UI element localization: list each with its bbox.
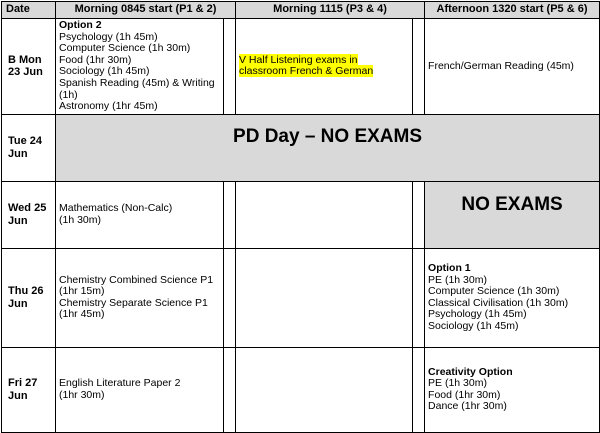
- thu-afternoon-cell: [425, 248, 600, 347]
- pd-day-text: PD Day – NO EXAMS: [233, 125, 423, 147]
- exam-entry: Astronomy (1hr 45m): [59, 100, 158, 113]
- date-mon-23-jun: [2, 19, 56, 115]
- exam-entry: Psychology (1h 45m): [428, 308, 527, 321]
- exam-entry: PE (1h 30m): [428, 377, 487, 390]
- spacer-cell: [413, 347, 425, 432]
- date-line: 23 Jun: [8, 66, 43, 79]
- exam-entry: Mathematics (Non-Calc): [59, 202, 173, 215]
- mon-morning-0845-cell: [56, 19, 224, 115]
- exam-entry: Food (1hr 30m): [59, 53, 132, 66]
- date-line: B Mon: [8, 53, 42, 66]
- date-line: Jun: [8, 297, 28, 310]
- spacer-cell: [224, 248, 236, 347]
- exam-entry: Sociology (1h 45m): [59, 65, 150, 78]
- header-afternoon-1320: Afternoon 1320 start (P5 & 6): [425, 2, 600, 19]
- row-tue-24-jun: [2, 114, 600, 181]
- header-row: [2, 2, 600, 19]
- option-title: Option 1: [428, 261, 471, 274]
- exam-timetable: [1, 1, 600, 433]
- header-morning-0845: Morning 0845 start (P1 & 2): [56, 2, 236, 19]
- exam-entry: Sociology (1h 45m): [428, 319, 519, 332]
- exam-entry: Classical Civilisation (1h 30m): [428, 296, 569, 309]
- wed-morning-0845-cell: [56, 181, 224, 248]
- option-title: Option 2: [59, 19, 102, 31]
- date-line: Fri 27: [8, 377, 38, 390]
- thu-morning-1115-cell: [236, 248, 413, 347]
- exam-entry: (1hr 15m): [59, 285, 105, 298]
- exam-entry: Chemistry Separate Science P1: [59, 296, 208, 309]
- date-line: Jun: [8, 389, 28, 402]
- date-line: Thu 26: [8, 285, 44, 298]
- date-line: Jun: [8, 214, 28, 227]
- spacer-cell: [413, 19, 425, 115]
- header-morning-1115: Morning 1115 (P3 & 4): [236, 2, 425, 19]
- exam-entry: Computer Science (1h 30m): [59, 42, 191, 55]
- row-thu-26-jun: [2, 248, 600, 347]
- date-line: Wed 25: [8, 202, 47, 215]
- spacer-cell: [224, 347, 236, 432]
- date-line: Tue 24: [8, 135, 43, 148]
- wed-afternoon-no-exams: [425, 181, 600, 248]
- date-fri-27-jun: [2, 347, 56, 432]
- exam-entry: Food (1hr 30m): [428, 388, 501, 401]
- spacer-cell: [413, 181, 425, 248]
- wed-morning-1115-cell: [236, 181, 413, 248]
- fri-morning-1115-cell: [236, 347, 413, 432]
- row-mon-23-jun: [2, 19, 600, 115]
- spacer-cell: [224, 181, 236, 248]
- mon-afternoon-cell: [425, 19, 600, 115]
- date-wed-25-jun: [2, 181, 56, 248]
- fri-afternoon-cell: [425, 347, 600, 432]
- pd-day-banner: [56, 114, 600, 181]
- spacer-cell: [224, 19, 236, 115]
- exam-entry: Dance (1hr 30m): [428, 400, 507, 413]
- exam-entry: Psychology (1h 45m): [59, 30, 158, 43]
- header-date: Date: [2, 2, 56, 19]
- highlighted-note: classroom French & German: [239, 65, 374, 78]
- exam-entry: PE (1h 30m): [428, 273, 487, 286]
- exam-entry: (1h): [59, 88, 78, 101]
- exam-entry: French/German Reading (45m): [428, 59, 574, 72]
- fri-morning-0845-cell: [56, 347, 224, 432]
- no-exams-text: NO EXAMS: [461, 193, 563, 215]
- exam-entry: Chemistry Combined Science P1: [59, 273, 214, 286]
- date-thu-26-jun: [2, 248, 56, 347]
- date-line: Jun: [8, 147, 28, 160]
- exam-entry: Computer Science (1h 30m): [428, 285, 560, 298]
- exam-entry: Spanish Reading (45m) & Writing: [59, 76, 215, 89]
- option-title: Creativity Option: [428, 365, 513, 378]
- row-wed-25-jun: [2, 181, 600, 248]
- date-tue-24-jun: [2, 114, 56, 181]
- exam-entry: (1hr 30m): [59, 388, 105, 401]
- row-fri-27-jun: [2, 347, 600, 432]
- spacer-cell: [413, 248, 425, 347]
- exam-entry: (1h 30m): [59, 213, 102, 226]
- exam-entry: English Literature Paper 2: [59, 377, 181, 390]
- mon-morning-1115-cell: [236, 19, 413, 115]
- thu-morning-0845-cell: [56, 248, 224, 347]
- exam-entry: (1hr 45m): [59, 308, 105, 321]
- highlighted-note: V Half Listening exams in: [239, 53, 358, 66]
